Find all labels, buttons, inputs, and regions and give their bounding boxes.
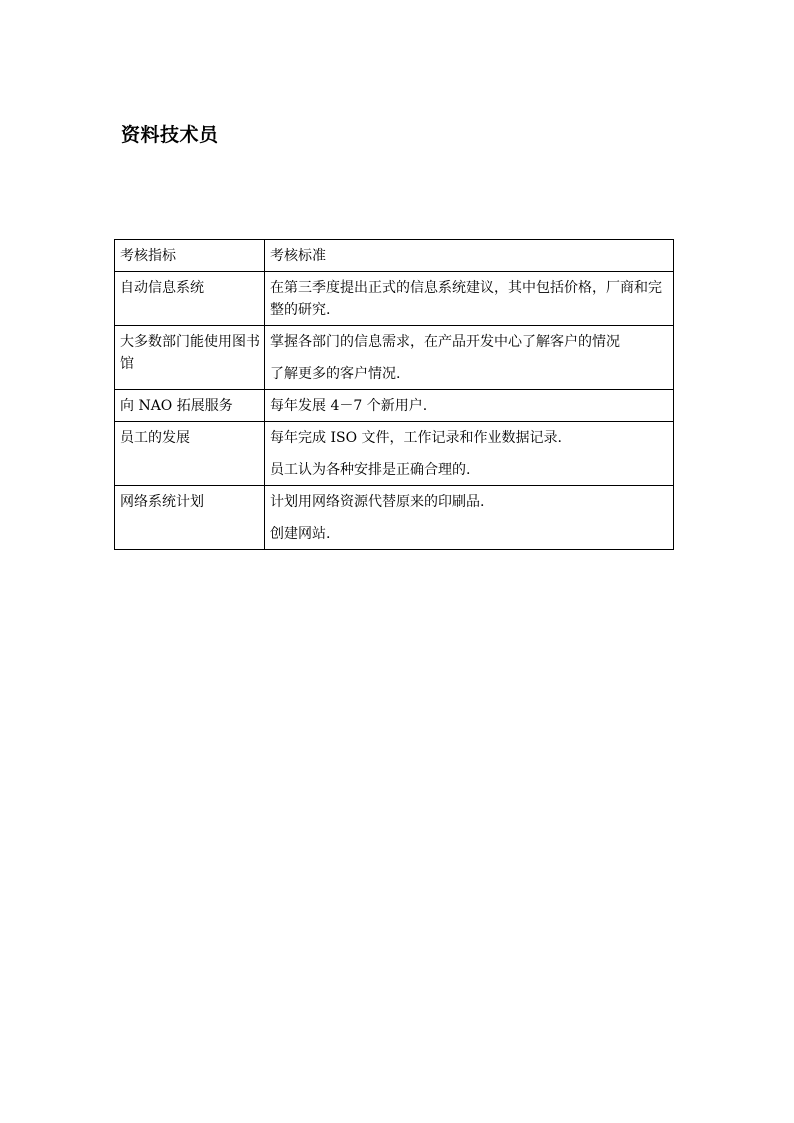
table-row xyxy=(115,272,674,326)
header-standard-cell: 考核标准 xyxy=(265,240,674,272)
table-row xyxy=(115,390,674,422)
standard-line: 每年发展 4－7 个新用户. xyxy=(270,398,428,414)
standard-line: 掌握各部门的信息需求，在产品开发中心了解客户的情况 xyxy=(270,334,620,350)
kpi-table xyxy=(114,239,674,550)
table-header-row xyxy=(115,240,674,272)
document-title: 资料技术员 xyxy=(121,124,219,146)
standard-line: 创建网站. xyxy=(270,526,331,542)
standard-cell xyxy=(265,486,674,550)
indicator-cell: 自动信息系统 xyxy=(115,272,265,326)
standard-line: 在第三季度提出正式的信息系统建议，其中包括价格，厂商和完整的研究. xyxy=(270,280,662,318)
header-indicator-cell: 考核指标 xyxy=(115,240,265,272)
indicator-cell: 网络系统计划 xyxy=(115,486,265,550)
table-row xyxy=(115,486,674,550)
table-row xyxy=(115,326,674,390)
indicator-cell: 向 NAO 拓展服务 xyxy=(115,390,265,422)
standard-cell xyxy=(265,272,674,326)
indicator-cell: 员工的发展 xyxy=(115,422,265,486)
standard-cell xyxy=(265,390,674,422)
standard-line: 员工认为各种安排是正确合理的. xyxy=(270,462,471,478)
indicator-cell: 大多数部门能使用图书馆 xyxy=(115,326,265,390)
standard-line: 了解更多的客户情况. xyxy=(270,366,401,382)
standard-cell xyxy=(265,326,674,390)
standard-line: 每年完成 ISO 文件，工作记录和作业数据记录. xyxy=(270,430,562,446)
standard-line: 计划用网络资源代替原来的印刷品. xyxy=(270,494,485,510)
standard-cell xyxy=(265,422,674,486)
table-row xyxy=(115,422,674,486)
